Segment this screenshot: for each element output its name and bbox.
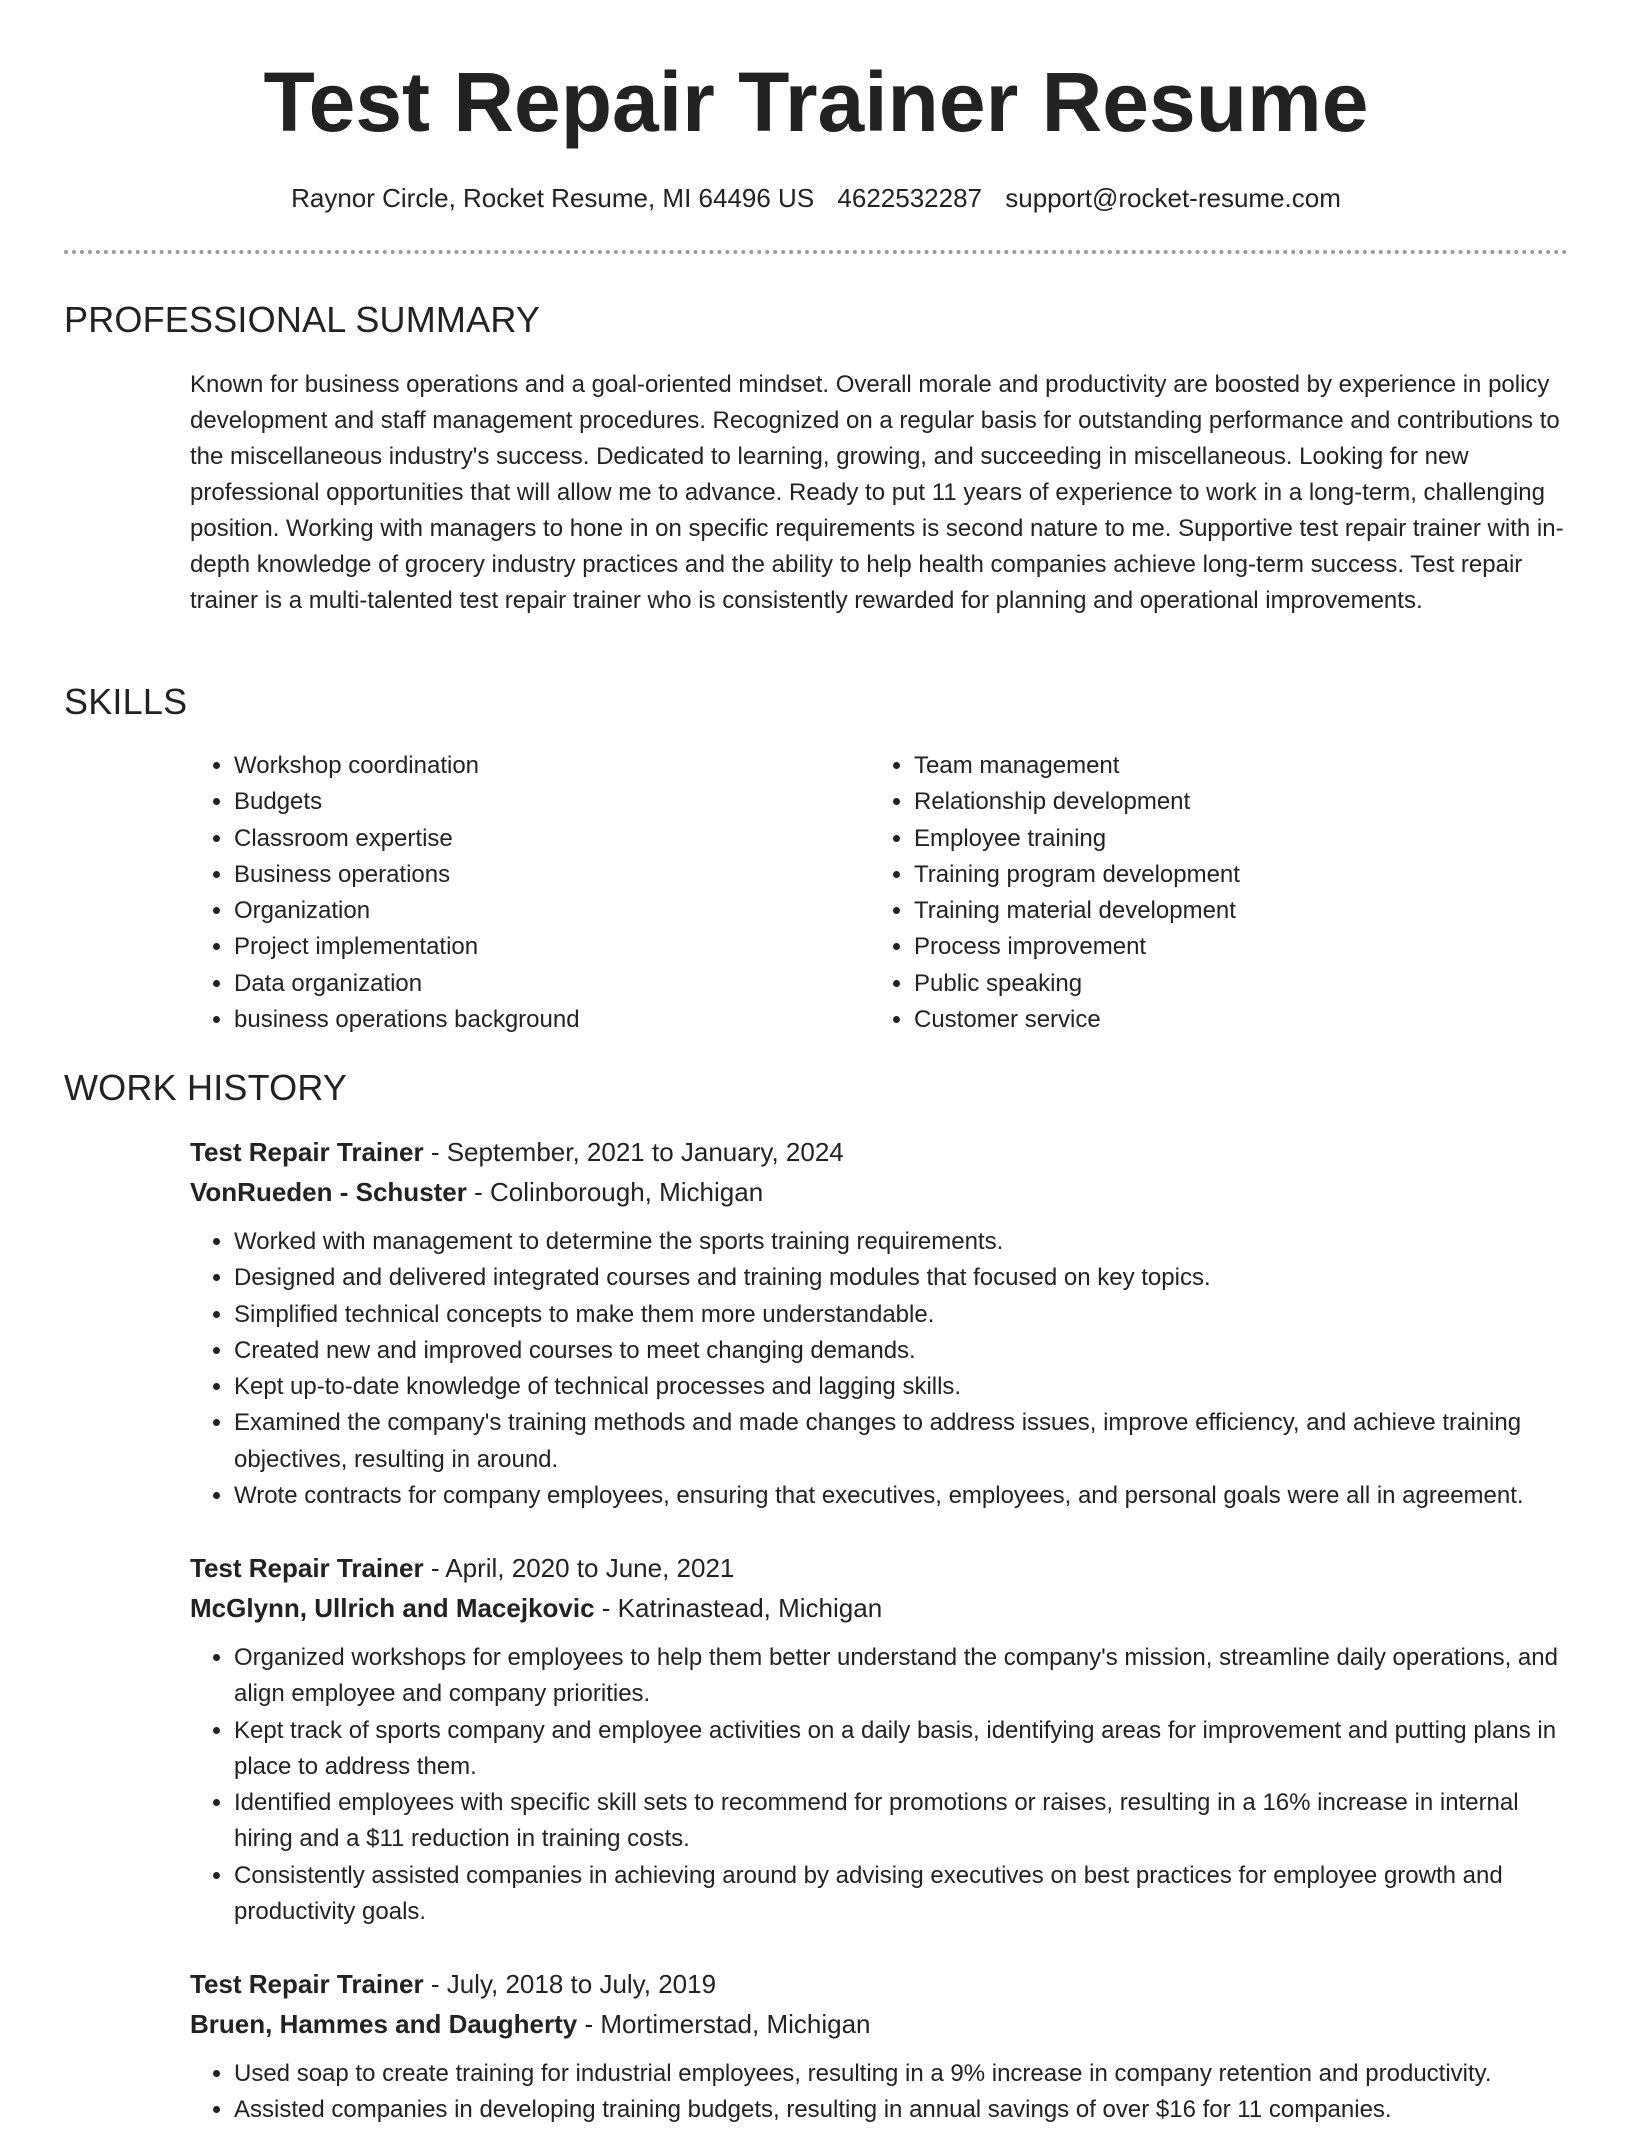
skills-list-left	[190, 748, 854, 1038]
skill-item: • Relationship development	[914, 784, 1534, 820]
skill-item: • Organization	[234, 893, 854, 929]
job-company-line	[190, 1588, 1570, 1628]
duty-item: • Organized workshops for employees to help them better understand the company's mission, streamline daily operations, and align employee and company priorities.	[234, 1640, 1570, 1713]
skill-item: • Workshop coordination	[234, 748, 854, 784]
skill-item: • Team management	[914, 748, 1534, 784]
skill-item: • Training material development	[914, 893, 1534, 929]
skill-item: • Business operations	[234, 857, 854, 893]
job-location: - Colinborough, Michigan	[466, 1177, 764, 1207]
duty-item: • Wrote contracts for company employees, ensuring that executives, employees, and personal goals were all in agreement.	[234, 1478, 1570, 1514]
job-title-line	[190, 1132, 1570, 1172]
skill-item: • Classroom expertise	[234, 821, 854, 857]
summary-text: Known for business operations and a goal-oriented mindset. Overall morale and productivity are boosted by experience in policy development and staff management procedures. Recognized on a regular basis for outstanding performance and contributions to the miscellaneous industry's success. Dedicated to learning, growing, and succeeding in miscellaneous. Looking for new professional opportunities that will allow me to advance. Ready to put 11 years of experience to work in a long-term, challenging position. Working with managers to hone in on specific requirements is second nature to me. Supportive test repair trainer with in-depth knowledge of grocery industry practices and the ability to help health companies achieve long-term success. Test repair trainer is a multi-talented test repair trainer who is consistently rewarded for planning and operational improvements.	[190, 371, 1564, 614]
job-location: - Katrinastead, Michigan	[594, 1593, 883, 1623]
skill-item: • Public speaking	[914, 966, 1534, 1002]
contact-line	[0, 180, 1632, 216]
skills-heading: SKILLS	[64, 681, 188, 722]
header-divider	[64, 250, 1568, 254]
skill-item: • Budgets	[234, 784, 854, 820]
duty-item: • Consistently assisted companies in achieving around by advising executives on best practices for employee growth and productivity goals.	[234, 1858, 1570, 1931]
duty-item: • Kept track of sports company and employee activities on a daily basis, identifying areas for improvement and putting plans in place to address them.	[234, 1713, 1570, 1786]
job-title: Test Repair Trainer	[190, 1137, 424, 1167]
work-history-heading: WORK HISTORY	[64, 1067, 348, 1108]
job-entry	[190, 1132, 1570, 1514]
skills-list-right	[870, 748, 1534, 1038]
skill-item: • Project implementation	[234, 929, 854, 965]
skill-item: • Employee training	[914, 821, 1534, 857]
duty-item: • Designed and delivered integrated courses and training modules that focused on key topics.	[234, 1260, 1570, 1296]
duty-item: • Examined the company's training methods and made changes to address issues, improve efficiency, and achieve training objectives, resulting in around.	[234, 1405, 1570, 1478]
duty-item: • Worked with management to determine the sports training requirements.	[234, 1224, 1570, 1260]
job-title: Test Repair Trainer	[190, 1969, 424, 1999]
job-location: - Mortimerstad, Michigan	[577, 2009, 871, 2039]
job-company-line	[190, 1172, 1570, 1212]
summary-heading: PROFESSIONAL SUMMARY	[64, 299, 541, 340]
job-entry	[190, 1964, 1570, 2129]
job-title-line	[190, 1548, 1570, 1588]
job-dates: - April, 2020 to June, 2021	[423, 1553, 735, 1583]
skill-item: • Training program development	[914, 857, 1534, 893]
contact-address: Raynor Circle, Rocket Resume, MI 64496 US	[291, 183, 815, 213]
skill-item: • Data organization	[234, 966, 854, 1002]
job-duties-list	[190, 2056, 1570, 2129]
job-dates: - September, 2021 to January, 2024	[423, 1137, 844, 1167]
contact-email: support@rocket-resume.com	[1005, 183, 1341, 213]
skill-item: • Customer service	[914, 1002, 1534, 1038]
skill-item: • business operations background	[234, 1002, 854, 1038]
duty-item: • Kept up-to-date knowledge of technical processes and lagging skills.	[234, 1369, 1570, 1405]
job-company: Bruen, Hammes and Daugherty	[190, 2009, 578, 2039]
job-entry	[190, 1548, 1570, 1930]
skill-item: • Process improvement	[914, 929, 1534, 965]
resume-title: Test Repair Trainer Resume	[263, 55, 1369, 149]
job-company: VonRueden - Schuster	[190, 1177, 467, 1207]
job-title-line	[190, 1964, 1570, 2004]
job-company-line	[190, 2004, 1570, 2044]
job-company: McGlynn, Ullrich and Macejkovic	[190, 1593, 595, 1623]
contact-phone: 4622532287	[837, 183, 983, 213]
job-duties-list	[190, 1224, 1570, 1514]
job-dates: - July, 2018 to July, 2019	[423, 1969, 717, 1999]
job-title: Test Repair Trainer	[190, 1553, 424, 1583]
duty-item: • Created new and improved courses to meet changing demands.	[234, 1333, 1570, 1369]
duty-item: • Identified employees with specific skill sets to recommend for promotions or raises, resulting in a 16% increase in internal hiring and a $11 reduction in training costs.	[234, 1785, 1570, 1858]
duty-item: • Used soap to create training for industrial employees, resulting in a 9% increase in company retention and productivity.	[234, 2056, 1570, 2092]
duty-item: • Assisted companies in developing training budgets, resulting in annual savings of over $16 for 11 companies.	[234, 2092, 1570, 2128]
job-duties-list	[190, 1640, 1570, 1930]
duty-item: • Simplified technical concepts to make them more understandable.	[234, 1297, 1570, 1333]
